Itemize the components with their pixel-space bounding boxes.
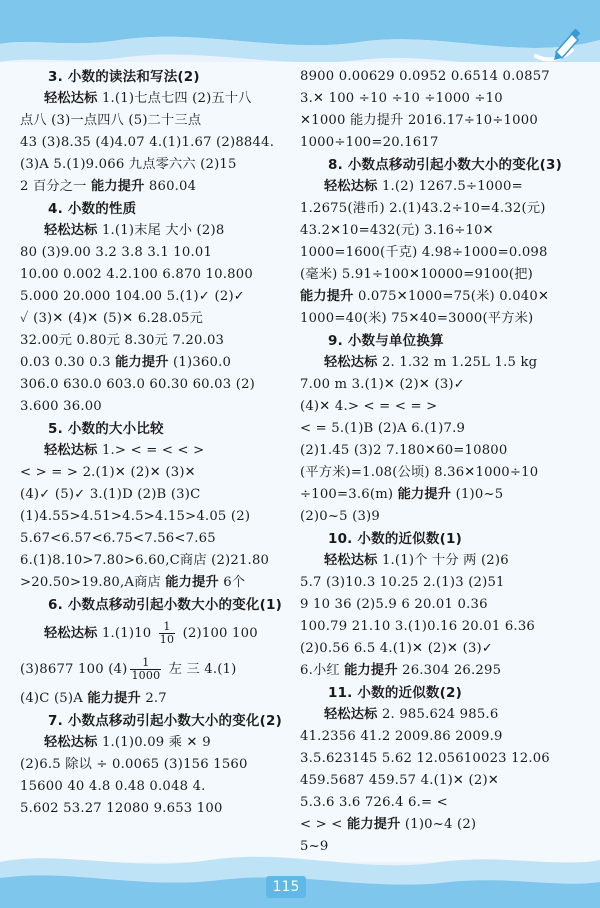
answer-line: 5.000 20.000 104.00 5.(1)✓ (2)✓ (20, 289, 246, 304)
answer-text: 1.(1)七点七四 (2)五十八 (97, 91, 252, 106)
answer-line: 3.✕ 100 ÷10 ÷10 ÷1000 ÷10 (300, 91, 503, 106)
answer-line (20, 88, 302, 110)
answer-text: 1.(1)末尾 大小 (2)8 (97, 223, 225, 238)
answer-text: 1.(1)0.09 乘 ✕ 9 (97, 735, 211, 750)
fraction-numerator: 1 (159, 621, 175, 634)
easy-standard-label: 轻松达标 (44, 223, 98, 238)
answer-line: 3.600 36.00 (20, 399, 102, 414)
easy-standard-label: 轻松达标 (324, 355, 378, 370)
answer-line (20, 440, 302, 462)
answer-text: 26.304 26.295 (397, 663, 502, 678)
easy-standard-label: 轻松达标 (44, 91, 98, 106)
answer-line: 32.00元 0.80元 8.30元 7.20.03 (20, 333, 225, 348)
answer-text: 1.(2) 1267.5÷1000= (377, 179, 523, 194)
answer-text: 1.(1)10 (97, 626, 156, 641)
answer-line: 10.00 0.002 4.2.100 6.870 10.800 (20, 267, 253, 282)
answer-text: (2)100 100 (178, 626, 258, 641)
ability-label: 能力提升 (344, 663, 398, 678)
answer-line: 43.2✕10=432(元) 3.16÷10✕ (300, 223, 494, 238)
ability-label: 能力提升 (87, 691, 141, 706)
answer-text: 6个 (218, 575, 246, 590)
section-title-9: 9. 小数与单位换算 (328, 333, 444, 349)
fraction-numerator: 1 (130, 657, 161, 670)
ability-label: 能力提升 (346, 817, 401, 832)
answer-line: ✓ (3)✕ (4)✕ (5)✕ 6.28.05元 (20, 311, 203, 326)
section-title-8: 8. 小数点移动引起小数大小的变化(3) (328, 157, 562, 173)
answer-line (20, 732, 302, 754)
answer-line (300, 286, 582, 308)
answer-text: >20.50>19.80,A商店 (20, 575, 166, 590)
top-wave (0, 0, 600, 48)
answer-line: 5.602 53.27 12080 9.653 100 (20, 801, 223, 816)
answer-line: 41.2356 41.2 2009.86 2009.9 (300, 729, 503, 744)
section-title-3: 3. 小数的读法和写法(2) (48, 69, 200, 85)
page-number: 115 (266, 876, 306, 898)
answer-line: 306.0 630.0 603.0 60.30 60.03 (2) (20, 377, 256, 392)
ability-label: 能力提升 (165, 575, 219, 590)
answer-line: 3.5.623145 5.62 12.05610023 12.06 (300, 751, 550, 766)
answer-line: 7.00 m 3.(1)✕ (2)✕ (3)✓ (300, 377, 466, 392)
answer-line: < > = > 2.(1)✕ (2)✕ (3)✕ (20, 465, 196, 480)
answer-line (300, 660, 582, 682)
answer-text: ÷100=3.6(m) (300, 487, 398, 502)
answer-line: 459.5687 459.57 4.(1)✕ (2)✕ (300, 773, 500, 788)
easy-standard-label: 轻松达标 (44, 626, 98, 641)
section-title-4: 4. 小数的性质 (48, 201, 137, 217)
ability-label: 能力提升 (397, 487, 452, 502)
answer-text: 2.7 (140, 691, 167, 706)
answer-line: 100.79 21.10 3.(1)0.16 20.01 6.36 (300, 619, 536, 634)
answer-line: 15600 40 4.8 0.48 0.048 4. (20, 779, 206, 794)
answer-line (20, 352, 302, 374)
answer-line (20, 652, 302, 688)
answer-line: 5.3.6 3.6 726.4 6.= < (300, 795, 448, 810)
answer-line (300, 484, 582, 506)
section-title-5: 5. 小数的大小比较 (48, 421, 164, 437)
ability-label: 能力提升 (300, 289, 354, 304)
answer-line (300, 814, 582, 836)
answer-line: 43 (3)8.35 (4)4.07 4.(1)1.67 (2)8844. (20, 135, 275, 150)
right-column (300, 66, 582, 858)
answer-text: (1)0~5 (451, 487, 504, 502)
answer-line: < = 5.(1)B (2)A 6.(1)7.9 (300, 421, 466, 436)
answer-line: 1000=40(米) 75✕40=3000(平方米) (300, 311, 534, 326)
answer-line: (4)✓ (5)✓ 3.(1)D (2)B (3)C (20, 487, 201, 502)
ability-label: 能力提升 (115, 355, 169, 370)
answer-text: 860.04 (144, 179, 197, 194)
fraction (159, 621, 175, 646)
answer-text: (1)0~4 (2) (400, 817, 477, 832)
answer-text: 6.小红 (300, 663, 345, 678)
pencil-logo-icon (532, 26, 584, 66)
answer-text: 1.> < = < < > (97, 443, 205, 458)
answer-line (20, 688, 302, 710)
answer-text: 0.075✕1000=75(米) 0.040✕ (353, 289, 550, 304)
answer-line: (平方米)=1.08(公顷) 8.36✕1000÷10 (300, 465, 539, 480)
answer-line (20, 616, 302, 652)
answer-line: (1)4.55>4.51>4.5>4.15>4.05 (2) (20, 509, 251, 524)
answer-line: (4)✕ 4.> < = < = > (300, 399, 438, 414)
answer-line: (2)0.56 6.5 4.(1)✕ (2)✕ (3)✓ (300, 641, 494, 656)
answer-line: 9 10 36 (2)5.9 6 20.01 0.36 (300, 597, 488, 612)
answer-text: (3)8677 100 (4) (20, 662, 128, 677)
answer-line (300, 550, 582, 572)
answer-line: 6.(1)8.10>7.80>6.60,C商店 (2)21.80 (20, 553, 270, 568)
answer-line: (2)0~5 (3)9 (300, 509, 380, 524)
answer-line (20, 176, 302, 198)
answer-line: 8900 0.00629 0.0952 0.6514 0.0857 (300, 69, 550, 84)
answer-line: 1.2675(港币) 2.(1)43.2÷10=4.32(元) (300, 201, 546, 216)
answer-line: 5.67<6.57<6.75<7.56<7.65 (20, 531, 216, 546)
easy-standard-label: 轻松达标 (44, 735, 98, 750)
answer-line: ✕1000 能力提升 2016.17÷10÷1000 (300, 113, 538, 128)
easy-standard-label: 轻松达标 (324, 179, 378, 194)
ability-label: 能力提升 (90, 179, 145, 194)
left-column (20, 66, 302, 820)
answer-line (20, 572, 302, 594)
answer-text: 1.(1)个 十分 两 (2)6 (377, 553, 509, 568)
answer-line: (2)1.45 (3)2 7.180✕60=10800 (300, 443, 508, 458)
fraction (130, 657, 161, 682)
easy-standard-label: 轻松达标 (324, 707, 378, 722)
section-title-10: 10. 小数的近似数(1) (328, 531, 462, 547)
answer-line: 1000=1600(千克) 4.98÷1000=0.098 (300, 245, 548, 260)
easy-standard-label: 轻松达标 (324, 553, 378, 568)
section-title-6: 6. 小数点移动引起小数大小的变化(1) (48, 597, 282, 613)
answer-line: 1000÷100=20.1617 (300, 135, 439, 150)
answer-line: (毫米) 5.91÷100✕10000=9100(把) (300, 267, 533, 282)
section-title-7: 7. 小数点移动引起小数大小的变化(2) (48, 713, 282, 729)
answer-text: 2 百分之一 (20, 179, 91, 194)
answer-line (300, 352, 582, 374)
answer-line: 80 (3)9.00 3.2 3.8 3.1 10.01 (20, 245, 213, 260)
fraction-denominator: 1000 (131, 669, 161, 682)
answer-line: 点八 (3)一点四八 (5)二十三点 (20, 113, 202, 128)
answer-text: (1)360.0 (168, 355, 232, 370)
answer-text: 2. 1.32 m 1.25L 1.5 kg (377, 355, 538, 370)
answer-text: < > < (300, 817, 347, 832)
answer-text: (4)C (5)A (20, 691, 88, 706)
answer-line: 5.7 (3)10.3 10.25 2.(1)3 (2)51 (300, 575, 505, 590)
answer-line (20, 220, 302, 242)
answer-line (300, 704, 582, 726)
answer-text: 2. 985.624 985.6 (377, 707, 499, 722)
answer-text: 左 三 4.(1) (164, 662, 237, 677)
section-title-11: 11. 小数的近似数(2) (328, 685, 462, 701)
answer-text: 0.03 0.30 0.3 (20, 355, 116, 370)
fraction-denominator: 10 (159, 633, 175, 646)
answer-line: 5~9 (300, 839, 329, 854)
answer-line: (2)6.5 除以 ÷ 0.0065 (3)156 1560 (20, 757, 248, 772)
answer-line (300, 176, 582, 198)
answer-line: (3)A 5.(1)9.066 九点零六六 (2)15 (20, 157, 237, 172)
easy-standard-label: 轻松达标 (44, 443, 98, 458)
